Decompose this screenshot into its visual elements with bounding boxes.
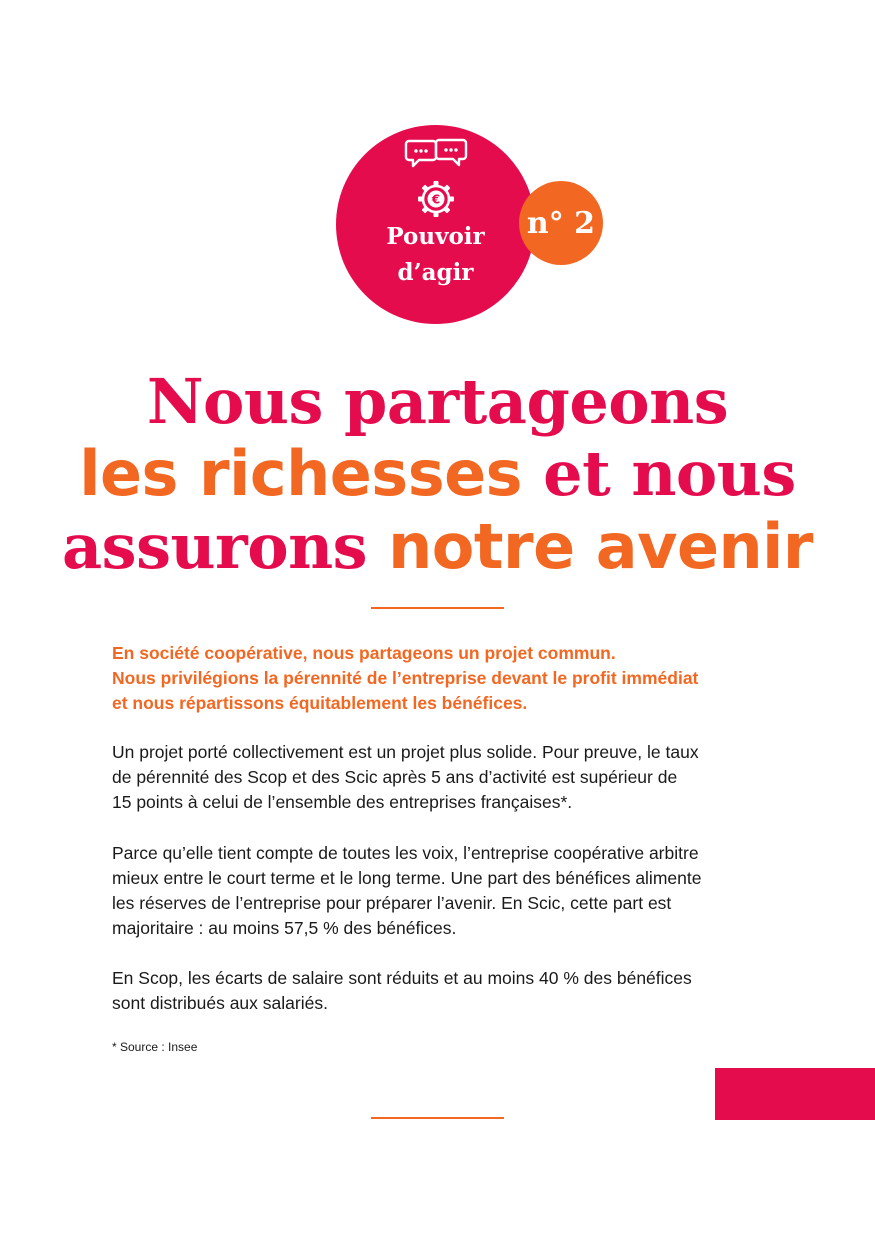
paragraph-line: Un projet porté collectivement est un projet plus solide. Pour preuve, le taux xyxy=(112,742,699,762)
paragraph-line: majoritaire : au moins 57,5 % des bénéfices. xyxy=(112,918,457,938)
headline-line2-highlight: les richesses xyxy=(79,437,523,510)
euro-gear-icon xyxy=(416,179,456,219)
paragraph-line: En Scop, les écarts de salaire sont réduits et au moins 40 % des bénéfices xyxy=(112,968,692,988)
paragraph-line: sont distribués aux salariés. xyxy=(112,993,328,1013)
page-headline xyxy=(0,366,875,584)
headline-line2-rest: et nous xyxy=(522,437,796,510)
badge-label-line2: d’agir xyxy=(397,259,474,286)
paragraph-1 xyxy=(112,740,792,815)
paragraph-line: mieux entre le court terme et le long terme. Une part des bénéfices alimente xyxy=(112,868,702,888)
headline-line2 xyxy=(0,438,875,511)
decorative-pink-block xyxy=(715,1068,875,1120)
paragraph-line: 15 points à celui de l’ensemble des entreprises françaises*. xyxy=(112,792,573,812)
speech-bubbles-icon xyxy=(403,137,469,173)
paragraph-2 xyxy=(112,841,792,941)
paragraph-3 xyxy=(112,966,792,1016)
headline-line3-highlight: notre avenir xyxy=(367,510,813,583)
bottom-divider xyxy=(371,1117,504,1119)
paragraph-line: de pérennité des Scop et des Scic après 5 ans d’activité est supérieur de xyxy=(112,767,678,787)
theme-badge xyxy=(336,125,535,324)
paragraph-line: les réserves de l’entreprise pour préparer l’avenir. En Scic, cette part est xyxy=(112,893,672,913)
paragraph-line: Parce qu’elle tient compte de toutes les voix, l’entreprise coopérative arbitre xyxy=(112,843,699,863)
headline-line1: Nous partageons xyxy=(146,365,729,438)
number-badge: n° 2 xyxy=(519,181,603,265)
intro-line: Nous privilégions la pérennité de l’entreprise devant le profit immédiat xyxy=(112,668,699,688)
intro-text xyxy=(112,641,772,716)
badge-icons xyxy=(336,137,535,219)
source-footnote: * Source : Insee xyxy=(112,1040,198,1054)
intro-line: En société coopérative, nous partageons un projet commun. xyxy=(112,643,616,663)
top-divider xyxy=(371,607,504,609)
headline-line3 xyxy=(0,511,875,584)
headline-line3-start: assurons xyxy=(62,510,368,583)
svg-text:€: € xyxy=(431,192,440,207)
badge-label xyxy=(336,219,535,291)
intro-line: et nous répartissons équitablement les bénéfices. xyxy=(112,693,528,713)
badge-label-line1: Pouvoir xyxy=(386,223,485,250)
